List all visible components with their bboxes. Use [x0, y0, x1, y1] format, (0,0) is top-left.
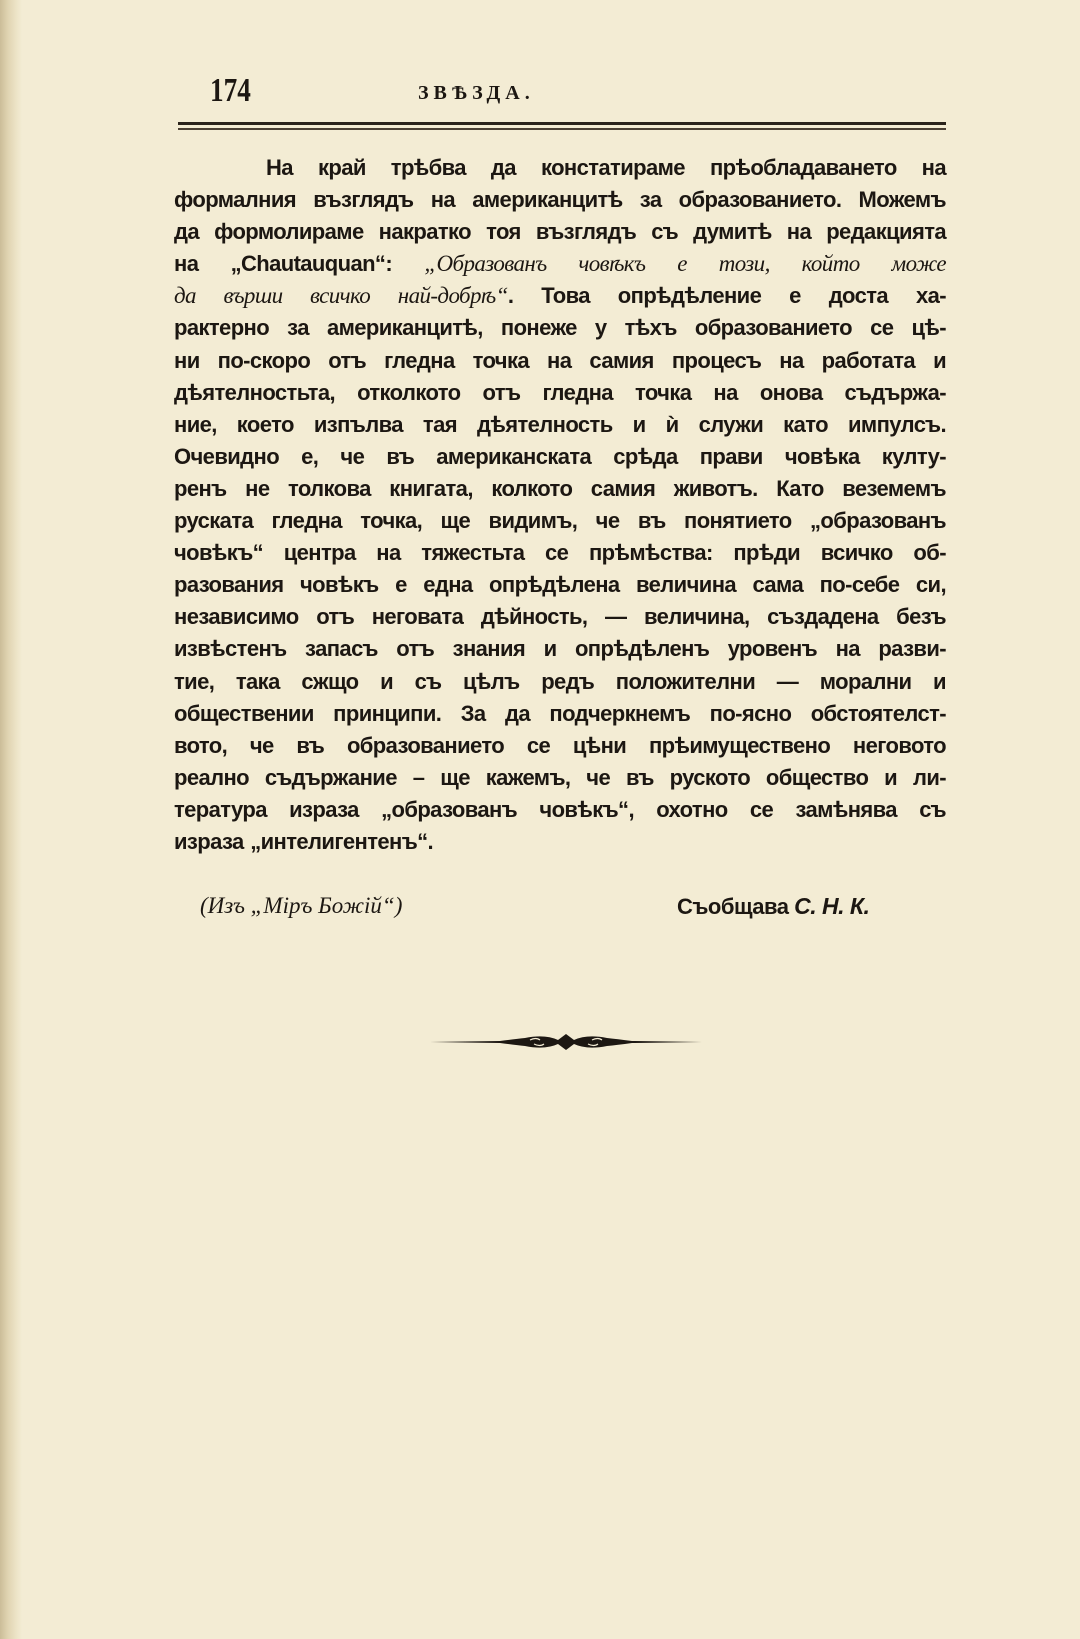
text-line: дѣятелностьта, отколкото отъ гледна точка на онова съдържа-	[174, 379, 946, 405]
signature-initials: С. Н. К.	[794, 893, 870, 919]
source-citation: (Изъ „Міръ Божій“)	[200, 893, 403, 918]
running-title: ЗВѢЗДА.	[418, 82, 535, 104]
page-edge	[0, 0, 22, 1639]
text-line: тие, така сжщо и съ цѣлъ редъ положителни — морални и	[174, 668, 946, 694]
quote-italic: да върши всичко най-добрѣ“	[174, 283, 508, 309]
text-line	[174, 280, 946, 312]
header-rule-thin	[178, 128, 946, 130]
ornament-divider-icon	[430, 1030, 702, 1054]
quote-italic: „Образованъ човѣкъ е този, който може	[424, 251, 946, 277]
text-line: реално съдържание – ще кажемъ, че въ руското общество и ли-	[174, 764, 946, 790]
signature	[677, 893, 869, 920]
header-rule	[178, 122, 946, 125]
text-line: разования човѣкъ е една опрѣдѣлена величина сама по-себе си,	[174, 572, 946, 598]
text-line: ни по-скоро отъ гледна точка на самия процесъ на работата и	[174, 347, 946, 373]
page-number: 174	[210, 72, 251, 109]
text-line: Очевидно е, че въ американската срѣда прави човѣка култу-	[174, 443, 946, 469]
text-span: . Това опрѣдѣление е доста ха-	[507, 283, 946, 309]
text-line: вото, че въ образованието се цѣни прѣимуществено неговото	[174, 732, 946, 758]
text-line: рактерно за американцитѣ, понеже у тѣхъ образованието се цѣ-	[174, 315, 946, 341]
text-line	[174, 248, 946, 280]
text-line: формалния възглядъ на американцитѣ за образованието. Можемъ	[174, 187, 946, 213]
text-line: ренъ не толкова книгата, колкото самия животъ. Като веземемъ	[174, 475, 946, 501]
signature-label: Съобщава	[677, 894, 789, 919]
text-line: извѣстенъ запасъ отъ знания и опрѣдѣленъ уровенъ на разви-	[174, 636, 946, 662]
body-text	[174, 152, 946, 858]
text-line: На край трѣбва да констатираме прѣобладаването на	[266, 155, 946, 180]
text-line: ние, което изпълва тая дѣятелность и ѝ служи като импулсъ.	[174, 411, 946, 437]
text-line: да формолираме накратко тоя възглядъ съ думитѣ на редакцията	[174, 219, 946, 245]
text-line: израза „интелигентенъ“.	[174, 828, 434, 854]
text-line: руската гледна точка, ще видимъ, че въ понятието „образованъ	[174, 508, 946, 534]
text-line: независимо отъ неговата дѣйность, — величина, създадена безъ	[174, 604, 946, 630]
text-line: обществении принципи. За да подчеркнемъ по-ясно обстоятелст-	[174, 700, 946, 726]
text-line: човѣкъ“ центра на тяжестьта се прѣмѣства: прѣди всичко об-	[174, 540, 946, 566]
text-line: тература израза „образованъ човѣкъ“, охотно се замѣнява съ	[174, 796, 946, 822]
text-span: на „Chautauquan“:	[174, 251, 425, 277]
